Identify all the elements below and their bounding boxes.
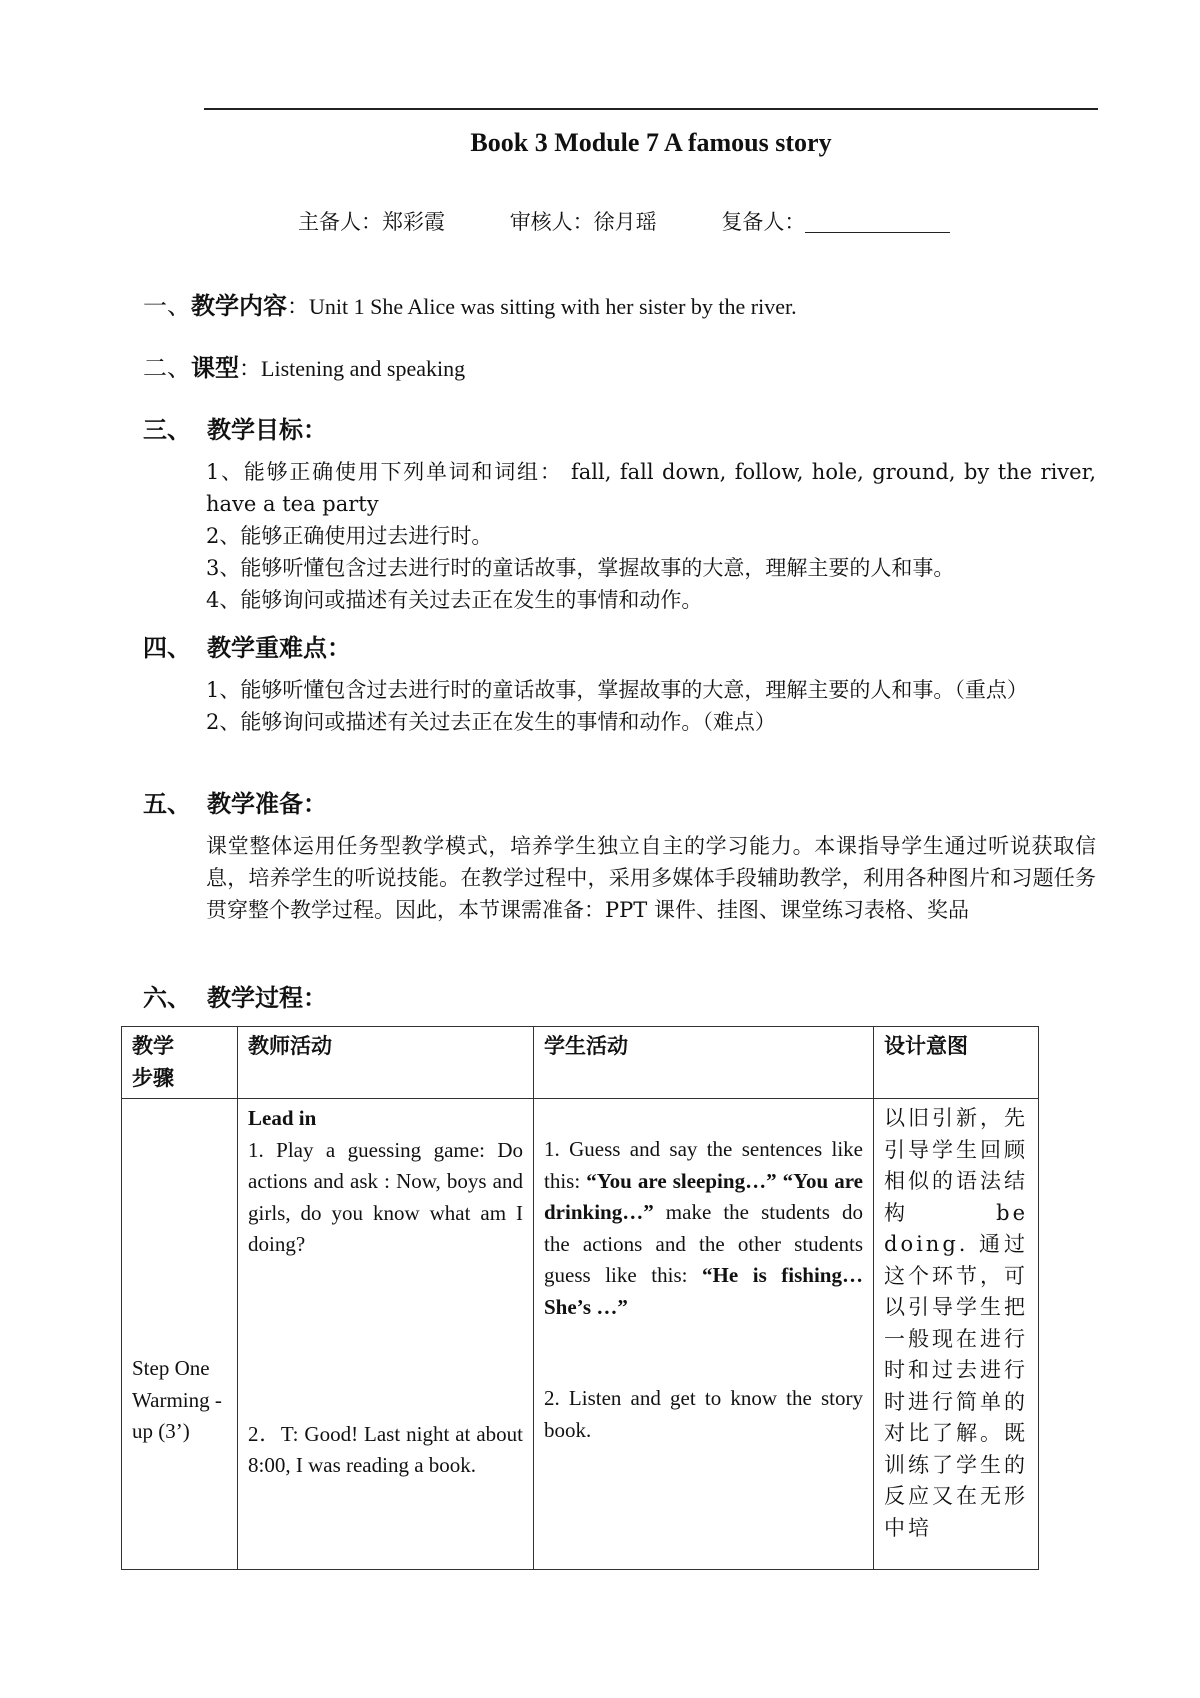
header-step: 教学步骤 (122, 1027, 238, 1099)
section-objectives-heading (143, 410, 327, 445)
header-teacher: 教师活动 (238, 1027, 534, 1099)
objective-item: 1、能够正确使用下列单词和词组： fall, fall down, follow, hole, ground, by the river, have a tea party (206, 460, 1096, 516)
section-heading: 教学重难点： (207, 634, 351, 662)
section-preparation-heading (143, 784, 327, 819)
authors-line (298, 206, 950, 236)
table-header-row (122, 1027, 1039, 1099)
key-point-item: 1、能够听懂包含过去进行时的童话故事，掌握故事的大意，理解主要的人和事。（重点） (206, 678, 1028, 702)
section-key-points-heading (143, 628, 351, 663)
preparation-text: 课堂整体运用任务型教学模式，培养学生独立自主的学习能力。本课指导学生通过听说获取信息，培养学生的听说技能。在教学过程中，采用多媒体手段辅助教学，利用各种图片和习题任务贯穿整个教学过程。因此，本节课需准备：PPT 课件、挂图、课堂练习表格、奖品 (206, 834, 1096, 922)
objectives-list (206, 456, 1096, 616)
main-author: 主备人：郑彩霞 (298, 210, 445, 234)
section-process-heading (143, 978, 327, 1013)
section-heading: 课型 (191, 354, 239, 382)
section-number: 三、 (143, 416, 191, 444)
student-activity-1-instruction: make the students do the actions and the other students guess like this: (544, 1200, 863, 1287)
section-number: 六、 (143, 984, 191, 1012)
co-preparer-blank (805, 210, 950, 233)
section-number: 四、 (143, 634, 191, 662)
lead-in-label: Lead in (248, 1106, 317, 1130)
section-heading: 教学准备： (207, 790, 327, 818)
header-rule (204, 108, 1098, 110)
reviewer: 审核人：徐月瑶 (509, 210, 657, 234)
table-row (122, 1099, 1039, 1570)
preparation-paragraph (206, 830, 1096, 926)
section-lesson-type (143, 348, 465, 383)
design-intent-text: 以旧引新，先引导学生回顾相似的语法结构 be doing. 通过这个环节，可以引导学生把一般现在进行时和过去进行时进行简单的对比了解。既训练了学生的反应又在无形中培 (884, 1106, 1028, 1540)
section-value: Unit 1 She Alice was sitting with her sister by the river. (309, 294, 797, 319)
section-colon: ： (239, 357, 262, 382)
student-activity-1-response: “He is fishing… She’s …” (544, 1263, 863, 1319)
section-heading: 教学内容 (191, 292, 287, 320)
student-activity-1-text: 1. Guess and say the sentences like this: (544, 1137, 863, 1193)
document-title: Book 3 Module 7 A famous story (470, 128, 832, 157)
teacher-activity-2: 2．T: Good! Last night at about 8:00, I was reading a book. (248, 1421, 523, 1477)
key-point-item: 2、能够询问或描述有关过去正在发生的事情和动作。（难点） (206, 710, 776, 734)
section-number: 五、 (143, 790, 191, 818)
design-cell (874, 1099, 1039, 1570)
key-points-list (206, 674, 1096, 738)
teacher-cell (238, 1099, 534, 1570)
step-cell (122, 1099, 238, 1570)
section-colon: ： (287, 295, 310, 320)
section-heading: 教学目标： (207, 416, 327, 444)
section-number: 一、 (143, 292, 191, 320)
co-preparer-label: 复备人： (721, 210, 806, 234)
student-cell (534, 1099, 874, 1570)
student-activity-1 (544, 1134, 863, 1323)
header-student: 学生活动 (534, 1027, 874, 1099)
objective-item: 3、能够听懂包含过去进行时的童话故事，掌握故事的大意，理解主要的人和事。 (206, 556, 955, 580)
section-content (143, 286, 797, 321)
header-design: 设计意图 (874, 1027, 1039, 1099)
objective-item: 2、能够正确使用过去进行时。 (206, 524, 493, 548)
student-activity-1-example: “You are sleeping…” “You are drinking…” (544, 1168, 864, 1224)
step-label: Step One Warming -up (3’) (132, 1356, 222, 1443)
section-number: 二、 (143, 354, 191, 382)
student-activity-2: 2. Listen and get to know the story book. (544, 1386, 863, 1442)
process-table (121, 1026, 1039, 1570)
section-heading: 教学过程： (207, 984, 327, 1012)
section-value: Listening and speaking (261, 356, 466, 381)
objective-item: 4、能够询问或描述有关过去正在发生的事情和动作。 (206, 588, 703, 612)
teacher-activity-1: 1. Play a guessing game: Do actions and ask : Now, boys and girls, do you know what am I doing? (248, 1137, 523, 1256)
